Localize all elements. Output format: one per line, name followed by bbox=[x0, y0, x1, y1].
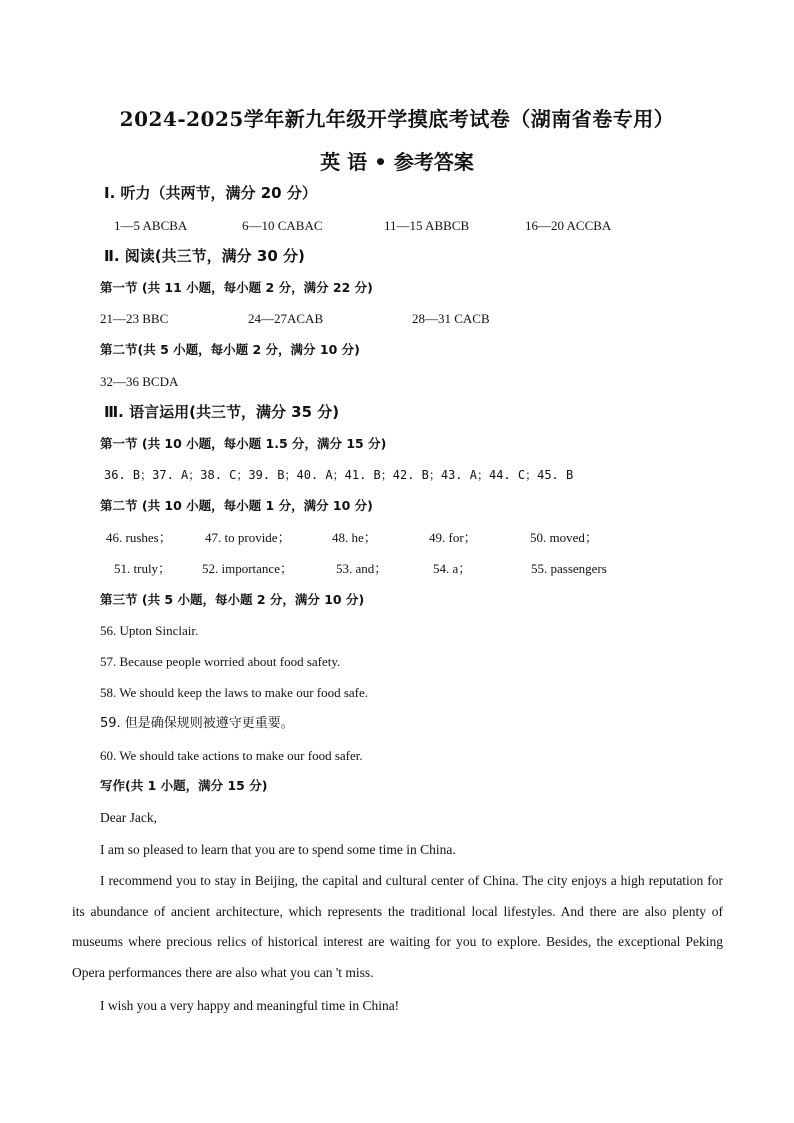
page-title: 2024-2025学年新九年级开学摸底考试卷（湖南省卷专用） bbox=[119, 107, 675, 131]
page-subtitle: 英 语 • 参考答案 bbox=[320, 150, 474, 174]
reading-part2-answer: 32—36 BCDA bbox=[100, 374, 179, 389]
language-part1-answers: 36. B；37. A；38. C；39. B；40. A；41. B；42. B；43. A；44. C；45. B bbox=[104, 468, 574, 482]
language-part3-answer: 59. 但是确保规则被遵守更重要。 bbox=[100, 716, 294, 731]
language-part2-heading: 第二节 (共 10 小题，每小题 1 分，满分 10 分) bbox=[100, 498, 373, 513]
letter-paragraph: I recommend you to stay in Beijing, the capital and cultural center of China. The city enjoys a high reputation for its abundance of ancient architecture, which represents the traditional local lifestyles. And there are also plenty of museums where precious relics of historical interest are waiting for you to explore. Besides, the exceptional Peking Opera performances there are also what you can 't miss. bbox=[72, 873, 723, 980]
listening-answer: 16—20 ACCBA bbox=[525, 218, 612, 233]
letter-paragraph: I wish you a very happy and meaningful time in China! bbox=[100, 998, 400, 1013]
writing-heading: 写作(共 1 小题，满分 15 分) bbox=[100, 778, 268, 793]
reading-part1-answer: 28—31 CACB bbox=[412, 311, 490, 326]
language-part2-answer: 54. a； bbox=[433, 561, 472, 576]
language-part1-heading: 第一节 (共 10 小题，每小题 1.5 分，满分 15 分) bbox=[100, 436, 387, 451]
language-part3-answer: 60. We should take actions to make our food safer. bbox=[100, 748, 363, 763]
language-part3-heading: 第三节 (共 5 小题，每小题 2 分，满分 10 分) bbox=[100, 592, 365, 607]
listening-answer: 11—15 ABBCB bbox=[384, 218, 470, 233]
reading-heading: Ⅱ. 阅读(共三节，满分 30 分) bbox=[104, 247, 305, 265]
listening-heading: Ⅰ. 听力（共两节，满分 20 分） bbox=[104, 184, 317, 202]
listening-answer: 6—10 CABAC bbox=[242, 218, 323, 233]
reading-part1-answer: 24—27ACAB bbox=[248, 311, 324, 326]
language-part2-answer: 49. for； bbox=[429, 530, 477, 545]
language-part2-answer: 48. he； bbox=[332, 530, 377, 545]
language-part2-answer: 55. passengers bbox=[531, 561, 607, 576]
language-part2-answer: 53. and； bbox=[336, 561, 388, 576]
language-heading: Ⅲ. 语言运用(共三节，满分 35 分) bbox=[104, 403, 340, 421]
listening-answer: 1—5 ABCBA bbox=[114, 218, 188, 233]
reading-part2-heading: 第二节(共 5 小题，每小题 2 分，满分 10 分) bbox=[100, 342, 360, 357]
reading-part1-answer: 21—23 BBC bbox=[100, 311, 169, 326]
language-part2-answer: 51. truly； bbox=[114, 561, 172, 576]
language-part2-answer: 47. to provide； bbox=[205, 530, 291, 545]
language-part2-answer: 52. importance； bbox=[202, 561, 293, 576]
language-part3-answer: 56. Upton Sinclair. bbox=[100, 623, 199, 638]
language-part3-answer: 58. We should keep the laws to make our food safe. bbox=[100, 685, 369, 700]
language-part2-answer: 46. rushes； bbox=[106, 530, 172, 545]
reading-part1-heading: 第一节 (共 11 小题，每小题 2 分，满分 22 分) bbox=[100, 280, 373, 295]
letter-greeting: Dear Jack, bbox=[100, 810, 157, 825]
language-part3-answer: 57. Because people worried about food safety. bbox=[100, 654, 341, 669]
letter-paragraph: I am so pleased to learn that you are to spend some time in China. bbox=[100, 842, 456, 857]
language-part2-answer: 50. moved； bbox=[530, 530, 598, 545]
